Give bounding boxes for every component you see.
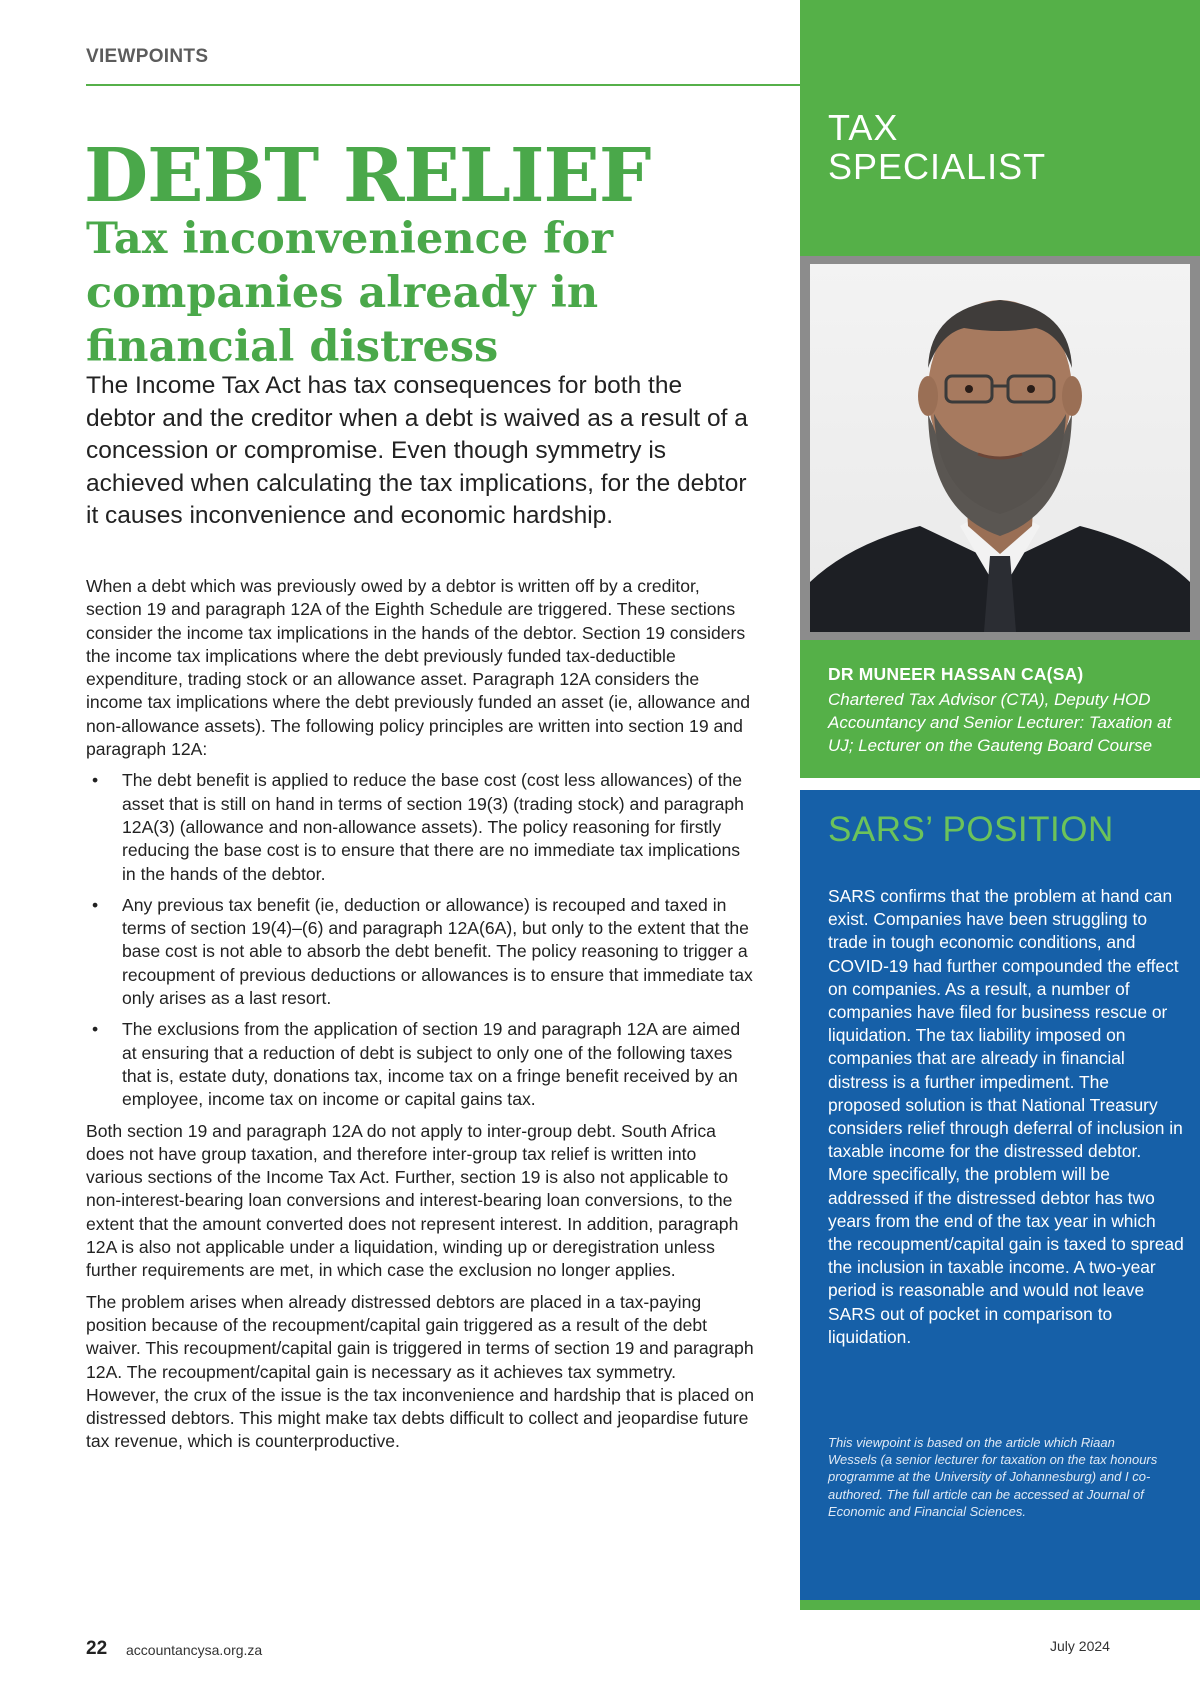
- article-body: [86, 575, 754, 1462]
- article-subtitle: Tax inconvenience for companies already in financial distress: [86, 214, 613, 372]
- sidebar-kicker: [828, 108, 1046, 186]
- body-paragraph: The problem arises when already distressed debtors are placed in a tax-paying position because of the recoupment/capital gain triggered as a result of the debt waiver. This recoupment/capital gain is triggered in terms of section 19 and paragraph 12A. The recoupment/capital gain is necessary as it achieves tax symmetry. However, the crux of the issue is the tax inconvenience and hardship that is placed on distressed debtors. This might make tax debts difficult to collect and jeopardise future tax revenue, which is counterproductive.: [86, 1291, 754, 1452]
- page-number: 22: [86, 1638, 108, 1659]
- author-portrait-icon: [810, 264, 1190, 632]
- author-name: DR MUNEER HASSAN CA(SA): [828, 664, 1084, 684]
- list-item: [86, 1018, 754, 1111]
- section-label: VIEWPOINTS: [86, 46, 209, 67]
- bullet-icon: •: [92, 770, 99, 791]
- kicker-line: TAX: [828, 107, 899, 148]
- body-paragraph: Both section 19 and paragraph 12A do not apply to inter-group debt. South Africa does not have group taxation, and therefore inter-group tax relief is written into various sections of the Income Tax Act. Further, section 19 is also not applicable to non-interest-bearing loan conversions and interest-bearing loan conversions, to the extent that the amount converted does not represent interest. In addition, paragraph 12A is also not applicable under a liquidation, winding up or deregistration unless further requirements are met, in which case the exclusion no longer applies.: [86, 1120, 739, 1281]
- article-intro: The Income Tax Act has tax consequences for both the debtor and the creditor when a debt is waived as a result of a concession or compromise. Even though symmetry is achieved when calculating the tax implications, for the debtor it causes inconvenience and economic hardship.: [86, 372, 748, 529]
- website-link[interactable]: accountancysa.org.za: [126, 1642, 263, 1658]
- sidebar-bottom-strip: [800, 1600, 1200, 1610]
- list-item-text: The exclusions from the application of section 19 and paragraph 12A are aimed at ensuring that a reduction of debt is subject to only one of the following taxes that is, estate duty, donations tax, income tax on a fringe benefit received by an employee, income tax on income or capital gains tax.: [122, 1019, 741, 1110]
- author-photo-frame: [800, 256, 1200, 640]
- author-photo: [810, 264, 1190, 632]
- issue-date: July 2024: [1050, 1638, 1110, 1654]
- list-item: [86, 894, 754, 1010]
- author-role: Chartered Tax Advisor (CTA), Deputy HOD Accountancy and Senior Lecturer: Taxation at UJ; Lecturer on the Gauteng Board Course: [828, 690, 1172, 755]
- list-item-text: Any previous tax benefit (ie, deduction or allowance) is recouped and taxed in terms of section 19(4)–(6) and paragraph 12A(6A), but only to the extent that the base cost is not able to absorb the debt benefit. The policy reasoning to trigger a recoupment of previous deductions or allowances is to ensure that immediate tax only arises as a last resort.: [122, 894, 753, 1009]
- article-title: DEBT RELIEF: [84, 133, 651, 219]
- policy-principles-list: [86, 769, 754, 1111]
- body-paragraph: When a debt which was previously owed by a debtor is written off by a creditor, section 19 and paragraph 12A of the Eighth Schedule are triggered. These sections consider the income tax implications in the hands of the debtor. Section 19 considers the income tax implications where the debt previously funded tax-deductible expenditure, trading stock or an allowance asset. Paragraph 12A considers the income tax implications where the debt previously funded an asset (ie, allowance and non-allowance assets). The following policy principles are written into section 19 and paragraph 12A:: [86, 576, 751, 760]
- bullet-icon: •: [92, 1019, 99, 1040]
- header-rule: [86, 84, 800, 86]
- sars-position-text: SARS confirms that the problem at hand can exist. Companies have been struggling to trade in tough economic conditions, and COVID-19 had further compounded the effect on companies. As a result, a number of companies have filed for business rescue or liquidation. The tax liability imposed on companies that are already in financial distress is a further impediment. The proposed solution is that National Treasury considers relief through deferral of inclusion in taxable income for the distressed debtor. More specifically, the problem will be addressed if the distressed debtor has two years from the end of the tax year in which the recoupment/capital gain is taxed to spread the inclusion in taxable income. A two-year period is reasonable and would not leave SARS out of pocket in comparison to liquidation.: [828, 886, 1184, 1347]
- list-item-text: The debt benefit is applied to reduce the base cost (cost less allowances) of the asset that is still on hand in terms of section 19(3) (trading stock) and paragraph 12A(3) (allowance and non-allowance assets). The policy reasoning for firstly reducing the base cost is to ensure that there are no immediate tax implications in the hands of the debtor.: [122, 770, 744, 884]
- kicker-line: SPECIALIST: [828, 146, 1047, 187]
- source-note: This viewpoint is based on the article which Riaan Wessels (a senior lecturer for taxation on the tax honours programme at the University of Johannesburg) and I co-authored. The full article can be accessed at Journal of Economic and Financial Sciences.: [828, 1435, 1158, 1519]
- sars-position-heading: SARS’ POSITION: [828, 810, 1114, 849]
- list-item: [86, 769, 754, 885]
- bullet-icon: •: [92, 894, 99, 915]
